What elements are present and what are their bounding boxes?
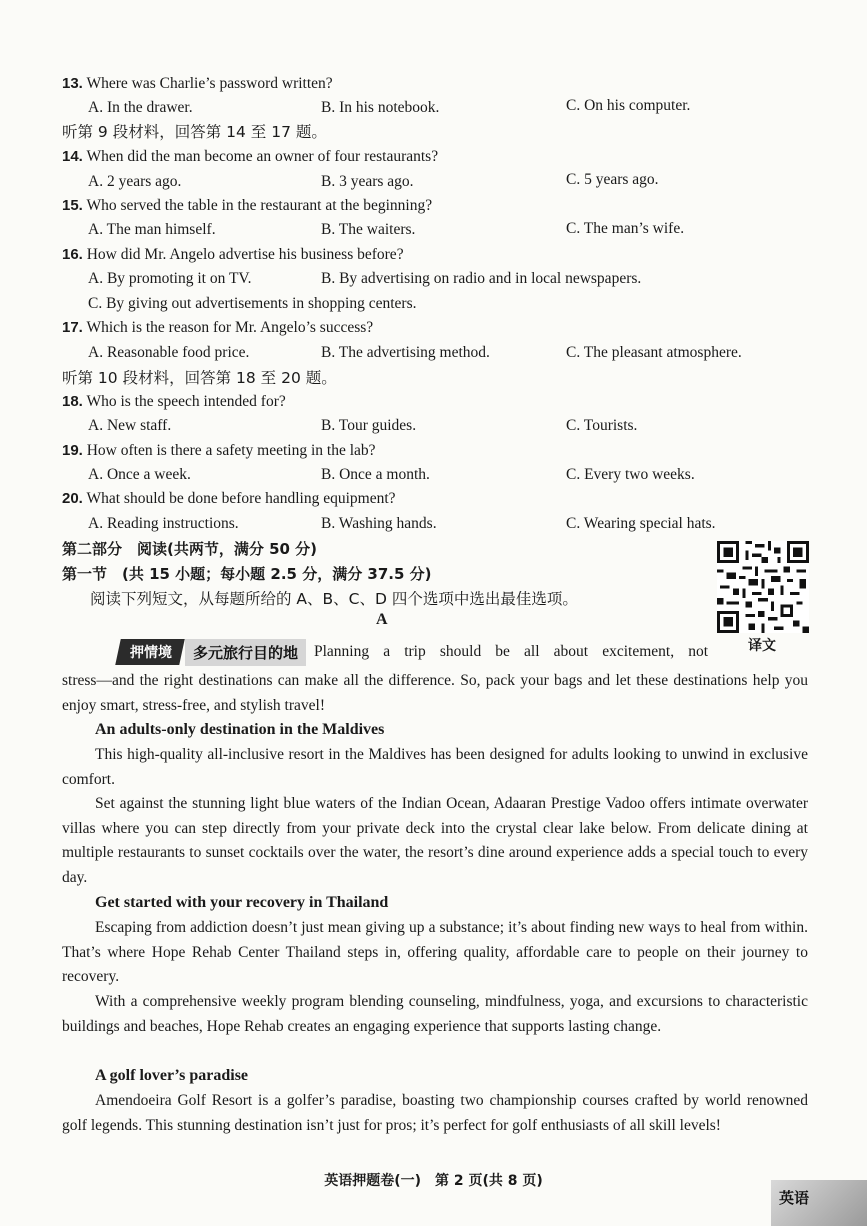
question-17 — [62, 318, 373, 338]
question-text: Which is the reason for Mr. Angelo’s success? — [86, 319, 374, 336]
question-19 — [62, 441, 376, 461]
option-a: A. Once a week. — [88, 466, 191, 483]
option-b: B. The advertising method. — [321, 344, 490, 361]
option-c: C. The man’s wife. — [566, 220, 685, 237]
question-number: 20. — [62, 490, 83, 507]
question-text: How did Mr. Angelo advertise his business before? — [86, 246, 404, 263]
tag-badge — [115, 639, 185, 665]
option-a: A. Reading instructions. — [88, 515, 239, 532]
tag-badge-label: 押情境 — [130, 645, 172, 661]
qr-label: 译文 — [748, 638, 776, 654]
option-c: C. On his computer. — [566, 97, 691, 114]
question-number: 14. — [62, 148, 83, 165]
section-1-title: 第一节 (共 15 小题；每小题 2.5 分，满分 37.5 分) — [62, 565, 432, 583]
question-text: When did the man become an owner of four restaurants? — [86, 148, 439, 165]
question-number: 19. — [62, 442, 83, 459]
paragraph-thailand-2: With a comprehensive weekly program blending counseling, mindfulness, yoga, and excursions to characteristic buildings and beaches, Hope Rehab creates an engaging experience that supports lasting change. — [62, 993, 808, 1035]
question-18 — [62, 392, 286, 412]
question-13 — [62, 74, 333, 94]
question-15 — [62, 196, 432, 216]
option-c: C. 5 years ago. — [566, 171, 659, 188]
question-number: 16. — [62, 246, 83, 263]
option-c: C. Wearing special hats. — [566, 515, 716, 532]
question-text: Who is the speech intended for? — [86, 393, 286, 410]
question-14 — [62, 147, 438, 167]
option-b: B. 3 years ago. — [321, 173, 414, 190]
option-b: B. By advertising on radio and in local newspapers. — [321, 270, 642, 287]
question-number: 18. — [62, 393, 83, 410]
paragraph-golf: Amendoeira Golf Resort is a golfer’s paradise, boasting two championship courses crafted by world renowned golf legends. This stunning destination isn’t just for pros; it’s perfect for golf enthusiasts of all skill levels! — [62, 1092, 808, 1134]
heading-thailand: Get started with your recovery in Thailand — [95, 894, 389, 911]
intro-paragraph: stress—and the right destinations can make all the difference. So, pack your bags and let these destinations help you enjoy smart, stress-free, and stylish travel! — [62, 672, 808, 714]
question-text: Where was Charlie’s password written? — [86, 75, 333, 92]
option-a: A. The man himself. — [88, 221, 216, 238]
question-20 — [62, 489, 396, 509]
option-b: B. Tour guides. — [321, 417, 417, 434]
option-c: C. Every two weeks. — [566, 466, 695, 483]
option-a: A. New staff. — [88, 417, 172, 434]
reading-instruction: 阅读下列短文，从每题所给的 A、B、C、D 四个选项中选出最佳选项。 — [90, 590, 578, 608]
option-b: B. Washing hands. — [321, 515, 437, 532]
option-a: A. Reasonable food price. — [88, 344, 250, 361]
qr-code-icon[interactable] — [717, 541, 809, 633]
section-10-instruction: 听第 10 段材料，回答第 18 至 20 题。 — [62, 369, 337, 387]
paragraph-maldives-2: Set against the stunning light blue waters of the Indian Ocean, Adaaran Prestige Vadoo offers intimate overwater villas where you can step directly from your private deck into the crystal clear lake below. From delicate dining at multiple restaurants to sunset cocktails over the water, the resort’s dine around experience adds a special touch to every day. — [62, 795, 808, 886]
option-b: B. In his notebook. — [321, 99, 440, 116]
option-b: B. Once a month. — [321, 466, 430, 483]
question-text: Who served the table in the restaurant at the beginning? — [86, 197, 433, 214]
heading-maldives: An adults-only destination in the Maldives — [95, 721, 385, 738]
tag-topic: 多元旅行目的地 — [185, 639, 306, 666]
option-a: A. By promoting it on TV. — [88, 270, 252, 287]
heading-golf: A golf lover’s paradise — [95, 1067, 249, 1084]
passage-letter: A — [376, 611, 388, 628]
option-a: A. In the drawer. — [88, 99, 193, 116]
topic-tag — [118, 639, 306, 665]
question-text: What should be done before handling equipment? — [86, 490, 396, 507]
question-number: 13. — [62, 75, 83, 92]
subject-corner-tab — [771, 1180, 867, 1226]
option-b: B. The waiters. — [321, 221, 416, 238]
question-16 — [62, 245, 404, 265]
option-c: C. The pleasant atmosphere. — [566, 344, 742, 361]
page-footer: 英语押题卷(一) 第 2 页(共 8 页) — [324, 1173, 543, 1189]
question-text: How often is there a safety meeting in the lab? — [86, 442, 376, 459]
question-number: 17. — [62, 319, 83, 336]
option-a: A. 2 years ago. — [88, 173, 182, 190]
paragraph-thailand-1: Escaping from addiction doesn’t just mean giving up a substance; it’s about finding new ways to heal from within. That’s where Hope Rehab Center Thailand steps in, offering quality, affordable care to people on their journey to recovery. — [62, 919, 808, 986]
section-9-instruction: 听第 9 段材料，回答第 14 至 17 题。 — [62, 123, 327, 141]
option-c: C. By giving out advertisements in shopping centers. — [88, 295, 417, 312]
part-2-title: 第二部分 阅读(共两节，满分 50 分) — [62, 540, 318, 558]
question-number: 15. — [62, 197, 83, 214]
subject-label: 英语 — [779, 1189, 810, 1207]
option-c: C. Tourists. — [566, 417, 638, 434]
intro-line-1: Planning a trip should be all about excitement, not — [314, 643, 708, 660]
paragraph-maldives-1: This high-quality all-inclusive resort in the Maldives has been designed for adults looking to unwind in exclusive comfort. — [62, 746, 808, 788]
